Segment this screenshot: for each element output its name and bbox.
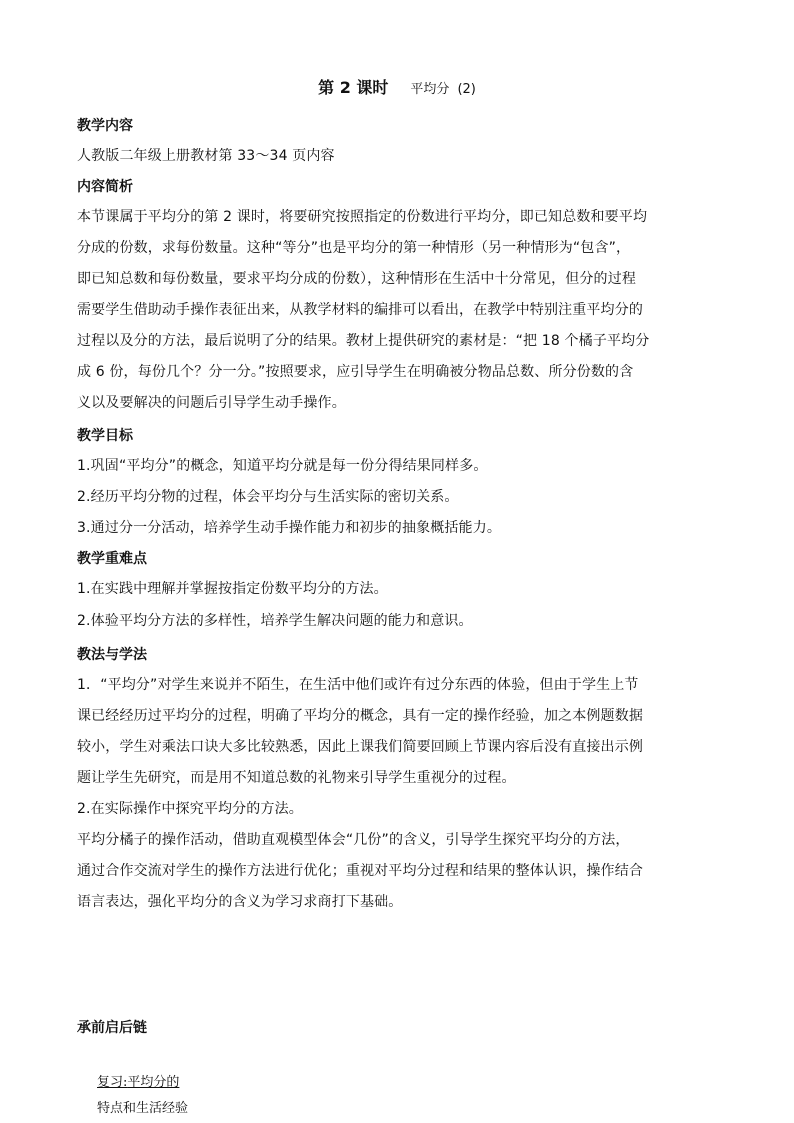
analysis-line: 分成的份数，求每份数量。这种“等分”也是平均分的第一种情形（另一种情形为“包含”，	[77, 240, 631, 256]
analysis-line: 本节课属于平均分的第 2 课时，将要研究按照指定的份数进行平均分，即已知总数和要平均	[77, 209, 648, 225]
review-note-line2: 特点和生活经验	[97, 1101, 189, 1116]
goal-item: 3.通过分一分活动，培养学生动手操作能力和初步的抽象概括能力。	[77, 520, 502, 536]
method-line: 平均分橘子的操作活动，借助直观模型体会“几份”的含义，引导学生探究平均分的方法，	[77, 832, 630, 848]
key-point-item: 1.在实践中理解并掌握按指定份数平均分的方法。	[77, 581, 388, 597]
method-line: 1．“平均分”对学生来说并不陌生，在生活中他们或许有过分东西的体验，但由于学生上节	[77, 677, 639, 693]
heading-content-analysis: 内容简析	[77, 179, 133, 195]
goal-item: 2.经历平均分物的过程，体会平均分与生活实际的密切关系。	[77, 489, 459, 505]
review-note-line1	[97, 1074, 179, 1092]
method-line: 课已经经历过平均分的过程，明确了平均分的概念，具有一定的操作经验，加之本例题数据	[77, 708, 643, 724]
heading-teaching-content: 教学内容	[77, 118, 133, 134]
key-point-item: 2.体验平均分方法的多样性，培养学生解决问题的能力和意识。	[77, 613, 473, 629]
lesson-part: (2)	[457, 82, 476, 97]
analysis-line: 过程以及分的方法，最后说明了分的结果。教材上提供研究的素材是：“把 18 个橘子平均分	[77, 333, 650, 349]
heading-teaching-methods: 教法与学法	[77, 647, 147, 663]
page-title	[0, 78, 794, 100]
method-line: 通过合作交流对学生的操作方法进行优化；重视对平均分过程和结果的整体认识，操作结合	[77, 863, 643, 879]
goal-item: 1.巩固“平均分”的概念，知道平均分就是每一份分得结果同样多。	[77, 458, 488, 474]
review-label: 复习:	[97, 1075, 128, 1090]
heading-teaching-goals: 教学目标	[77, 428, 133, 444]
heading-lesson-link: 承前启后链	[77, 1020, 147, 1036]
teaching-content-text: 人教版二年级上册教材第 33～34 页内容	[77, 148, 335, 164]
method-line: 题让学生先研究，而是用不知道总数的礼物来引导学生重视分的过程。	[77, 770, 516, 786]
review-text: 平均分的	[127, 1075, 180, 1090]
method-line: 语言表达，强化平均分的含义为学习求商打下基础。	[77, 894, 403, 910]
lesson-topic: 平均分	[410, 82, 450, 97]
analysis-line: 义以及要解决的问题后引导学生动手操作。	[77, 395, 346, 411]
method-line: 较小，学生对乘法口诀大多比较熟悉，因此上课我们简要回顾上节课内容后没有直接出示例	[77, 739, 643, 755]
method-line: 2.在实际操作中探究平均分的方法。	[77, 801, 303, 817]
analysis-line: 成 6 份，每份几个？分一分。”按照要求，应引导学生在明确被分物品总数、所分份数的含	[77, 364, 634, 380]
analysis-line: 即已知总数和每份数量，要求平均分成的份数），这种情形在生活中十分常见，但分的过程	[77, 271, 636, 287]
lesson-number: 第 2 课时	[318, 78, 389, 97]
heading-key-points: 教学重难点	[77, 551, 147, 567]
analysis-line: 需要学生借助动手操作表征出来，从教学材料的编排可以看出，在教学中特别注重平均分的	[77, 302, 643, 318]
